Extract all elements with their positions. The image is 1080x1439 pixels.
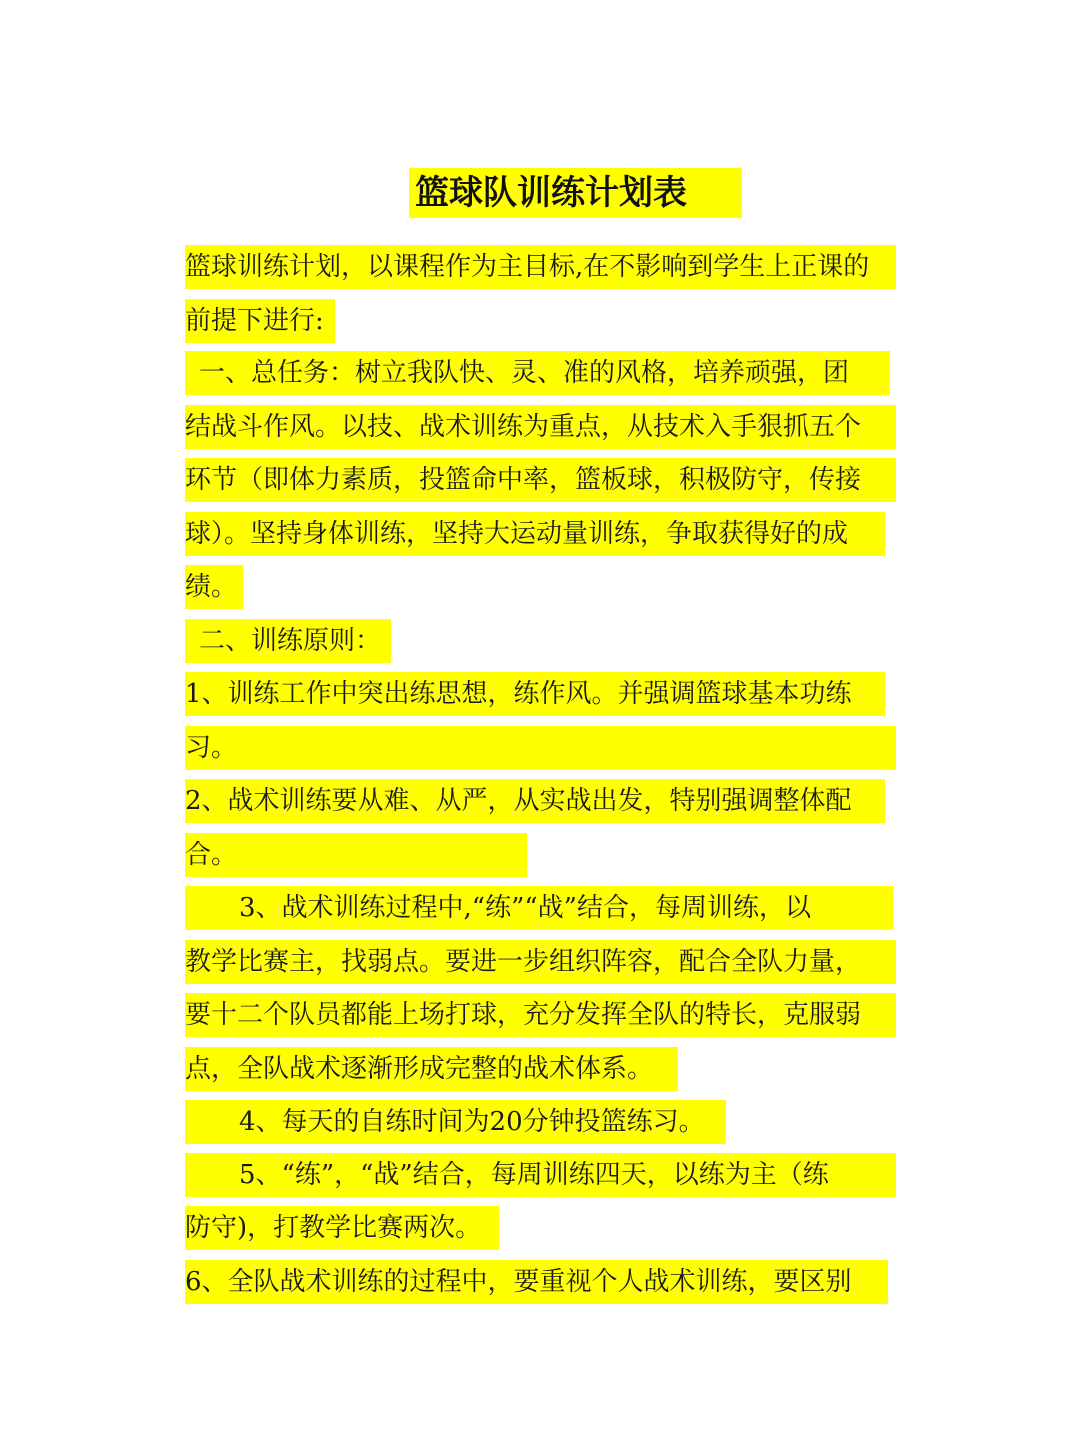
document-title: 篮球队训练计划表 bbox=[409, 168, 742, 218]
text-line: 篮球训练计划，以课程作为主目标,在不影响到学生上正课的 bbox=[185, 245, 896, 289]
section-heading: 二、训练原则： bbox=[185, 619, 391, 663]
text-line: 4、每天的自练时间为20分钟投篮练习。 bbox=[185, 1100, 726, 1144]
text-line: 结战斗作风。以技、战术训练为重点，从技术入手狠抓五个 bbox=[185, 405, 896, 449]
text-line: 1、训练工作中突出练思想，练作风。并强调篮球基本功练 bbox=[185, 672, 885, 716]
text-line: 3、战术训练过程中,“练”“战”结合，每周训练，以 bbox=[185, 886, 893, 930]
text-line: 点，全队战术逐渐形成完整的战术体系。 bbox=[185, 1047, 678, 1091]
text-line: 6、全队战术训练的过程中，要重视个人战术训练，要区别 bbox=[185, 1260, 888, 1304]
text-line: 球）。坚持身体训练，坚持大运动量训练，争取获得好的成 bbox=[185, 512, 885, 556]
text-line: 环节（即体力素质，投篮命中率，篮板球，积极防守，传接 bbox=[185, 458, 896, 502]
text-line: 教学比赛主，找弱点。要进一步组织阵容，配合全队力量， bbox=[185, 940, 896, 984]
text-line: 2、战术训练要从难、从严，从实战出发，特别强调整体配 bbox=[185, 779, 885, 823]
text-line: 习。 bbox=[185, 726, 896, 770]
text-line: 合。 bbox=[185, 833, 527, 877]
text-line: 防守)，打教学比赛两次。 bbox=[185, 1206, 499, 1250]
text-line: 要十二个队员都能上场打球，充分发挥全队的特长，克服弱 bbox=[185, 993, 896, 1037]
text-line: 一、总任务：树立我队快、灵、准的风格，培养顽强，团 bbox=[185, 351, 890, 395]
text-line: 绩。 bbox=[185, 565, 243, 609]
text-line: 前提下进行: bbox=[185, 299, 335, 343]
text-line: 5、“练”，“战”结合，每周训练四天，以练为主（练 bbox=[185, 1153, 896, 1197]
